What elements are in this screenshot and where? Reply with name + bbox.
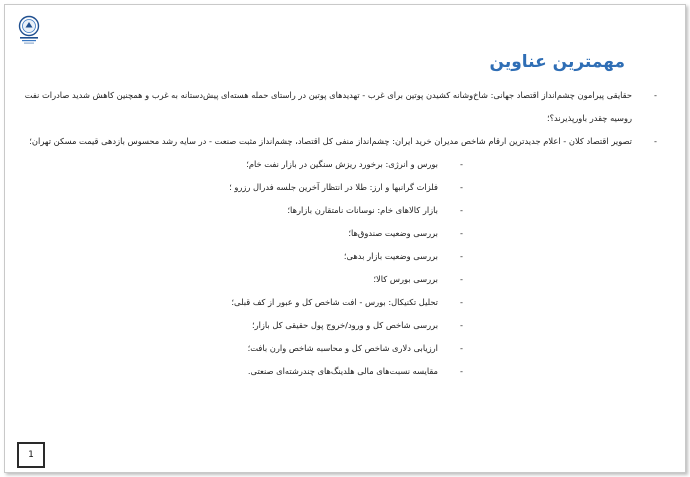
agenda-item-text: حقایقی پیرامون چشم‌انداز اقتصاد جهانی: شاخ‌وشانه کشیدن پوتین برای غرب - تهدیدهای پوتین در راستای حمله هسته‌ای پیش‌دستانه به غرب و همچنین کاهش شدید صادرات نفت روسیه چقدر باورپذیرند؟؛ [24,90,632,123]
agenda-item [23,337,463,360]
bullet-dash: - [460,251,463,261]
agenda-item [23,176,463,199]
agenda-item [23,199,463,222]
bullet-dash: - [460,182,463,192]
agenda-item [23,360,463,383]
bullet-dash: - [460,205,463,215]
agenda-item-text: بررسی شاخص کل و ورود/خروج پول حقیقی کل بازار؛ [251,320,438,330]
agenda-item [23,268,463,291]
agenda-item [23,153,463,176]
agenda-item-text: بازار کالاهای خام: نوسانات نامتقارن بازارها؛ [287,205,438,215]
agenda-item-text: مقایسه نسبت‌های مالی هلدینگ‌های چندرشته‌ای صنعتی. [247,366,438,376]
bullet-dash: - [460,159,463,169]
agenda-item [23,222,463,245]
agenda-item [23,130,657,153]
agenda-item-text: تصویر اقتصاد کلان - اعلام جدیدترین ارقام شاخص مدیران خرید ایران: چشم‌انداز منفی کل اقتصاد، چشم‌انداز مثبت صنعت - در سایه رشد محسوس بازدهی قیمت مسکن تهران؛ [29,136,632,146]
bullet-dash: - [460,228,463,238]
university-seal-icon [17,15,41,47]
agenda-item [23,84,657,130]
page-title: مهمترین عناوین [489,52,625,72]
agenda-item-text: بورس و انرژی: برخورد ریزش سنگین در بازار نفت خام؛ [246,159,438,169]
agenda-item [23,291,463,314]
agenda-item-text: ارزیابی دلاری شاخص کل و محاسبه شاخص وارن بافت؛ [247,343,438,353]
bullet-dash: - [460,366,463,376]
agenda-item-text: تحلیل تکنیکال: بورس - افت شاخص کل و عبور از کف قبلی؛ [231,297,438,307]
bullet-dash: - [460,297,463,307]
bullet-dash: - [460,343,463,353]
agenda-item-text: بررسی وضعیت بازار بدهی؛ [343,251,438,261]
page-number: 1 [17,442,45,468]
agenda-item-text: بررسی بورس کالا؛ [373,274,438,284]
agenda-list [23,84,657,383]
agenda-item-text: بررسی وضعیت صندوق‌ها؛ [348,228,438,238]
bullet-dash: - [460,274,463,284]
bullet-dash: - [654,90,657,100]
bullet-dash: - [460,320,463,330]
agenda-item-text: فلزات گرانبها و ارز: طلا در انتظار آخرین جلسه فدرال رزرو ؛ [229,182,438,192]
agenda-item [23,314,463,337]
bullet-dash: - [654,136,657,146]
agenda-item [23,245,463,268]
slide-page [4,4,686,473]
